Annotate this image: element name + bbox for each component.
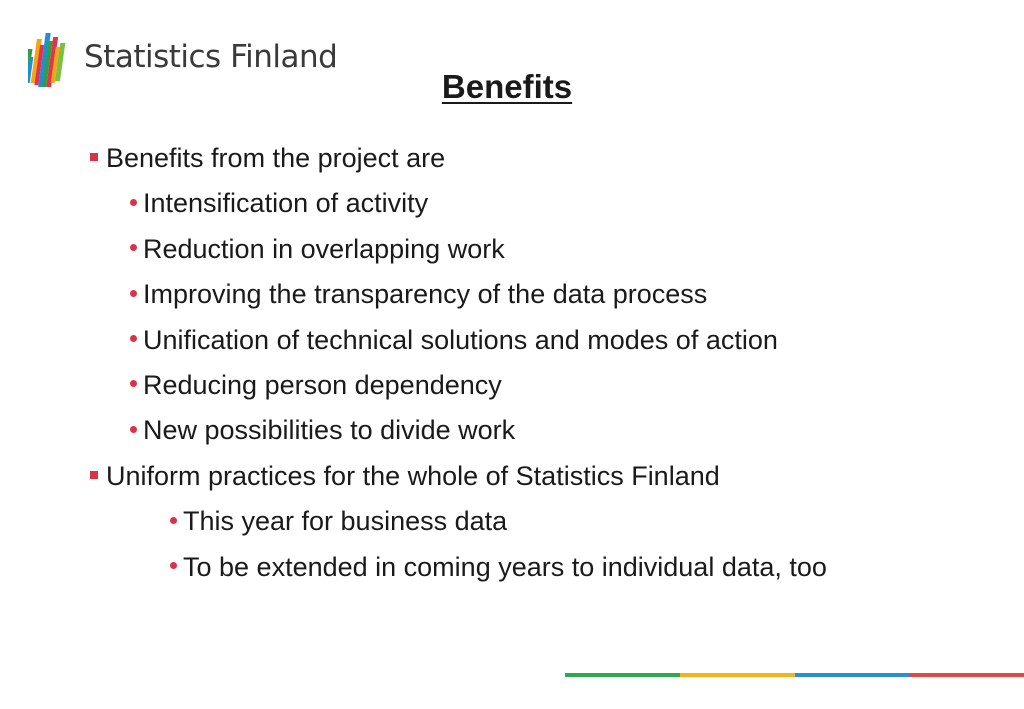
bullet-item xyxy=(90,142,445,174)
bullet-item xyxy=(90,460,720,492)
sub-bullet-item xyxy=(130,324,778,356)
footer-bar-segment xyxy=(565,673,680,677)
round-bullet-icon xyxy=(130,335,137,342)
sub-bullet-item xyxy=(130,369,502,401)
round-bullet-icon xyxy=(130,426,137,433)
square-bullet-icon xyxy=(90,153,98,161)
bullet-text: Unification of technical solutions and modes of action xyxy=(143,324,778,355)
footer-bar-segment xyxy=(909,673,1024,677)
bullet-text: Intensification of activity xyxy=(143,188,429,219)
sub-bullet-item xyxy=(170,505,507,537)
bullet-text: Reducing person dependency xyxy=(143,370,502,400)
round-bullet-icon xyxy=(130,290,137,297)
footer-bar-segment xyxy=(795,673,910,677)
round-bullet-icon xyxy=(130,199,137,206)
round-bullet-icon xyxy=(170,517,177,524)
square-bullet-icon xyxy=(90,471,98,479)
footer-bar-segment xyxy=(680,673,795,677)
bullet-text: Uniform practices for the whole of Statistics Finland xyxy=(106,460,720,491)
sub-bullet-item xyxy=(130,187,428,219)
logo-text: Statistics Finland xyxy=(84,39,338,75)
bullet-text: Benefits from the project are xyxy=(106,143,446,173)
sub-bullet-item xyxy=(130,414,515,446)
slide-title: Benefits xyxy=(441,68,573,105)
round-bullet-icon xyxy=(130,244,137,251)
bullet-text: This year for business data xyxy=(183,506,508,537)
sub-bullet-item xyxy=(170,551,827,583)
bullet-text: Reduction in overlapping work xyxy=(143,233,505,264)
sub-bullet-item xyxy=(130,233,505,265)
bullet-text: To be extended in coming years to individual data, too xyxy=(183,551,827,582)
round-bullet-icon xyxy=(170,562,177,569)
bullet-text: Improving the transparency of the data process xyxy=(143,279,708,310)
sub-bullet-item xyxy=(130,278,707,310)
bullet-text: New possibilities to divide work xyxy=(143,415,516,446)
round-bullet-icon xyxy=(130,380,137,387)
footer-color-bar xyxy=(565,673,1024,677)
